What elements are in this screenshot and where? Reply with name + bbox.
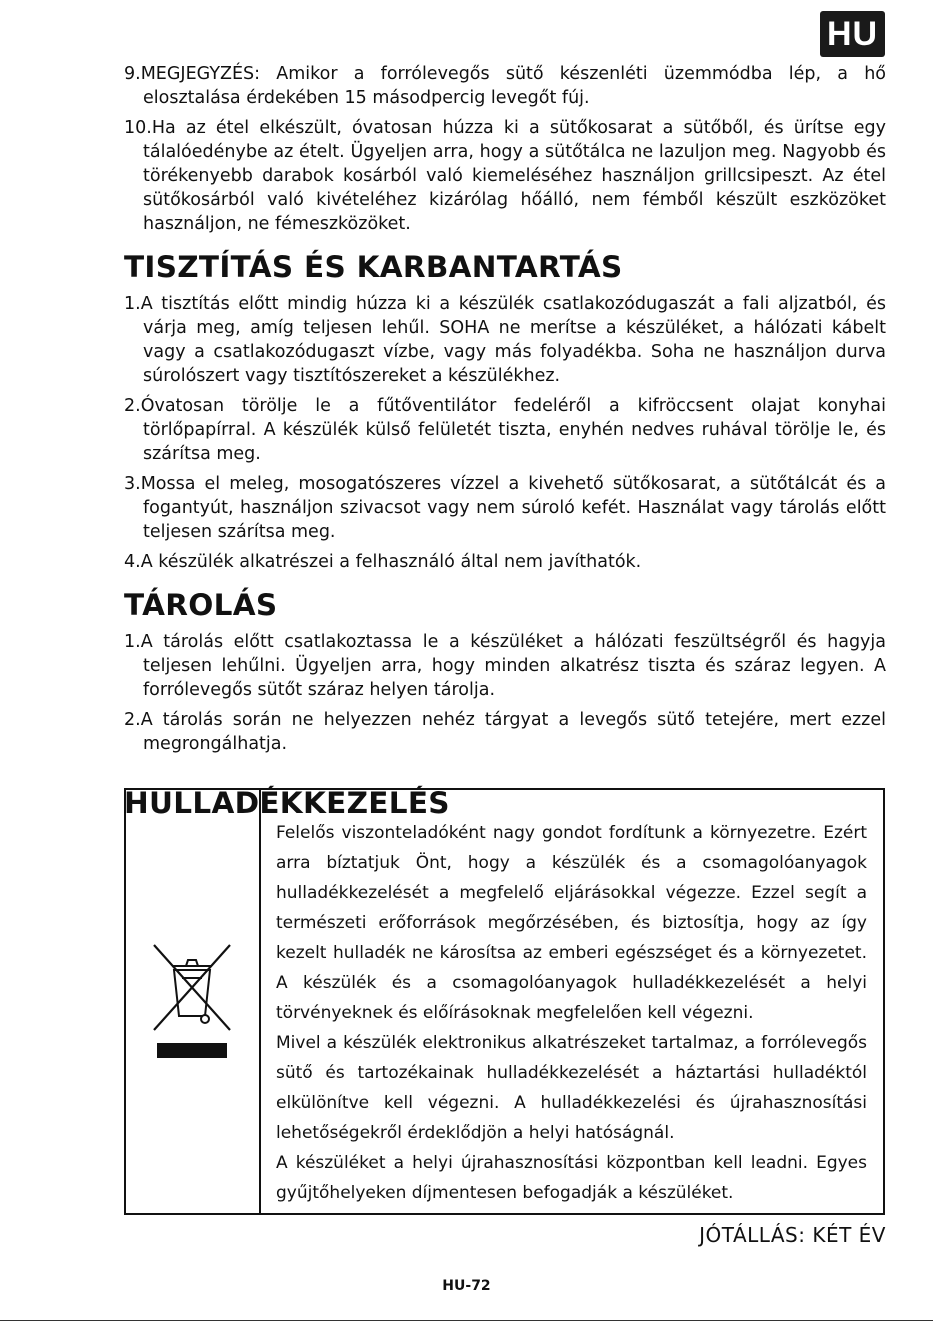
page-number: HU-72 — [442, 1278, 491, 1294]
main-content — [124, 62, 886, 822]
language-badge: HU — [820, 11, 885, 57]
warranty-note: JÓTÁLLÁS: KÉT ÉV — [699, 1223, 886, 1247]
list-item: 1.A tárolás előtt csatlakoztassa le a készüléket a hálózati feszültségről és hagyja teljesen lehűlni. Ügyeljen arra, hogy minden alkatrész tiszta és száraz legyen. A forrólevegős sütőt száraz helyen tárolja. — [124, 632, 886, 700]
section-title-disposal: HULLADÉKKEZELÉS — [124, 786, 450, 820]
list-item: 4.A készülék alkatrészei a felhasználó által nem javíthatók. — [124, 552, 642, 572]
disposal-info-box — [124, 788, 885, 1215]
bottom-divider — [0, 1320, 933, 1321]
disposal-text — [261, 790, 883, 1213]
list-item: 1.A tisztítás előtt mindig húzza ki a készülék csatlakozódugaszát a fali aljzatból, és várja meg, amíg teljesen lehűl. SOHA ne merítse a készüléket, a hálózati kábelt vagy a csatlakozódugaszt vízbe, vagy más folyadékba. Soha ne használjon durva súrolószert vagy tisztítószereket a készülékhez. — [124, 294, 886, 386]
section-title-storage: TÁROLÁS — [124, 588, 278, 622]
disposal-icon-cell — [126, 790, 261, 1213]
disposal-paragraph: Felelős viszonteladóként nagy gondot fordítunk a környezetre. Ezért arra bíztatjuk Önt, hogy a készülék és a csomagolóanyagok hulladékkezelését a megfelelő eljárásokkal végezze. Ezzel segít a természeti erőforrások megőrzésében, és biztosítja, hogy az így kezelt hulladék ne károsítsa az emberi egészséget és a környezetet. A készülék és a csomagolóanyagok hulladékkezelését a helyi törvényeknek és előírásoknak megfelelően kell végezni. — [276, 823, 867, 1023]
section-title-cleaning: TISZTÍTÁS ÉS KARBANTARTÁS — [124, 250, 623, 284]
intro-list — [124, 62, 886, 236]
list-item: 10.Ha az étel elkészült, óvatosan húzza ki a sütőkosarat a sütőből, és ürítse egy tálalóedénybe az ételt. Ügyeljen arra, hogy a sütőtálca ne lazuljon meg. Nagyobb és törékenyebb darabok kosárból való kiemeléséhez használjon grillcsipeszt. Az étel sütőkosárból való kivételéhez kizárólag hőálló, nem fémből készült eszközöket használjon, ne fémeszközöket. — [124, 118, 886, 234]
crossed-out-wheelie-bin-icon — [152, 940, 232, 1060]
cleaning-list — [124, 292, 886, 574]
list-item: 3.Mossa el meleg, mosogatószeres vízzel a kivehető sütőkosarat, a sütőtálcát és a fogantyút, használjon szivacsot vagy nem súroló kefét. Használat vagy tárolás előtt teljesen szárítsa meg. — [124, 474, 886, 542]
disposal-paragraph: A készüléket a helyi újrahasznosítási központban kell leadni. Egyes gyűjtőhelyeken díjmentesen befogadják a készüléket. — [276, 1153, 867, 1203]
list-item: 2.Óvatosan törölje le a fűtőventilátor fedeléről a kifröccsent olajat konyhai törlőpapírral. A készülék külső felületét tiszta, enyhén nedves ruhával törölje le, és szárítsa meg. — [124, 396, 886, 464]
list-item: 2.A tárolás során ne helyezzen nehéz tárgyat a levegős sütő tetejére, mert ezzel megrongálhatja. — [124, 710, 886, 754]
list-item: 9.MEGJEGYZÉS: Amikor a forrólevegős sütő készenléti üzemmódba lép, a hő elosztalása érdekében 15 másodpercig levegőt fúj. — [124, 64, 886, 108]
storage-list — [124, 630, 886, 756]
disposal-paragraph: Mivel a készülék elektronikus alkatrészeket tartalmaz, a forrólevegős sütő és tartozékainak hulladékkezelését a háztartási hulladéktól elkülönítve kell végezni. A hulladékkezelési és újrahasznosítási lehetőségekről érdeklődjön a helyi hatóságnál. — [276, 1033, 867, 1143]
